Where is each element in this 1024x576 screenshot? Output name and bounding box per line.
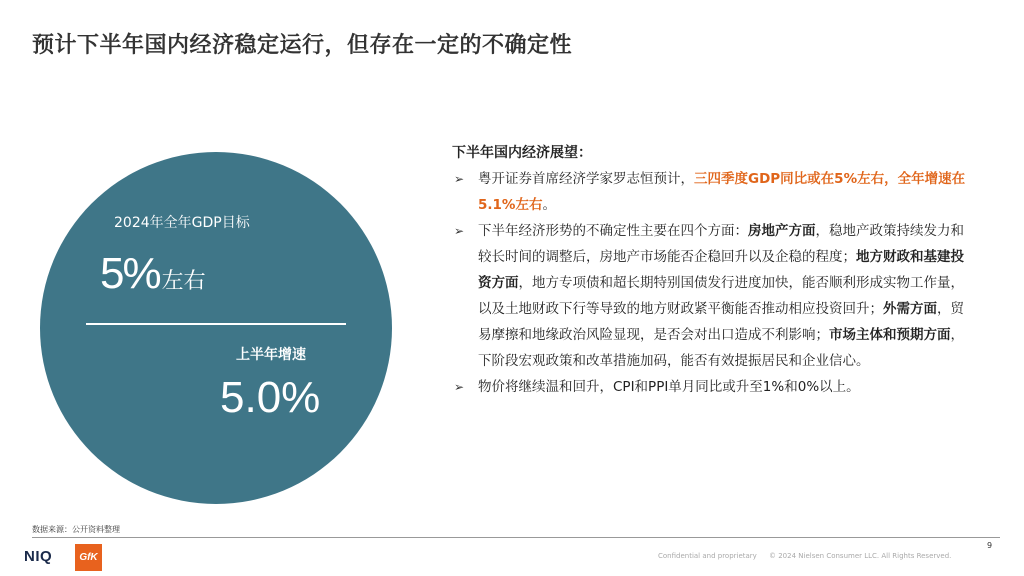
outlook-panel	[452, 142, 972, 400]
niq-logo: NIQ	[24, 548, 53, 565]
outlook-bullets	[452, 166, 972, 400]
bullet-text-segment: ，地方专项债和超长期特别国债发行进度加快，能否顺利形成实物工作量，以及土地财政下行等导致的地方财政紧平衡能否推动相应投资回升；	[478, 275, 964, 317]
bullet-text-segment: ，贸易摩擦和地缘政治风险显现，是否会对出口造成不利影响；	[478, 301, 964, 343]
bullet-text-segment: 三四季度GDP同比或在5%左右，全年增速在5.1%左右	[478, 171, 966, 213]
outlook-bullet	[452, 166, 972, 218]
gdp-target-label: 2024年全年GDP目标	[114, 215, 250, 231]
outlook-heading: 下半年国内经济展望：	[452, 145, 592, 161]
page-number: 9	[987, 541, 993, 550]
bullet-text-segment: 市场主体和预期方面	[829, 327, 951, 343]
bullet-text-segment: 物价将继续温和回升，CPI和PPI单月同比或升至1%和0%以上。	[478, 379, 860, 395]
half-year-value: 5.0%	[220, 373, 321, 422]
confidential-note: Confidential and proprietary	[658, 552, 757, 560]
bullet-text-segment: 外需方面	[883, 301, 937, 317]
bullet-text-segment: 房地产方面	[748, 223, 816, 239]
arrow-bullet-icon: ➢	[454, 224, 465, 238]
bullet-text-segment: 下半年经济形势的不确定性主要在四个方面：	[478, 223, 748, 239]
gdp-target-value	[100, 249, 206, 298]
gfk-logo: GfK	[75, 544, 102, 571]
footer-divider	[32, 537, 1000, 538]
arrow-bullet-icon: ➢	[454, 380, 465, 394]
bullet-text-segment: ，下阶段宏观政策和改革措施加码，能否有效提振居民和企业信心。	[478, 327, 964, 369]
gdp-target-number: 5%	[100, 249, 160, 298]
circle-divider	[86, 323, 346, 325]
slide-title: 预计下半年国内经济稳定运行，但存在一定的不确定性	[32, 33, 573, 58]
bullet-text-segment: ，稳地产政策持续发力和较长时间的调整后，房地产市场能否企稳回升以及企稳的程度；	[478, 223, 964, 265]
bullet-text-segment: 地方财政和基建投资方面	[478, 249, 964, 291]
arrow-bullet-icon: ➢	[454, 172, 465, 186]
gdp-target-suffix: 左右	[161, 269, 206, 294]
half-year-label: 上半年增速	[236, 347, 306, 363]
gdp-circle	[40, 152, 392, 504]
data-source: 数据来源：公开资料整理	[32, 525, 120, 534]
bullet-text-segment: 粤开证券首席经济学家罗志恒预计，	[478, 171, 694, 187]
copyright-note: © 2024 Nielsen Consumer LLC. All Rights Reserved.	[769, 552, 952, 560]
outlook-bullet	[452, 218, 972, 374]
outlook-bullet	[452, 374, 972, 400]
bullet-text-segment: 。	[542, 197, 556, 213]
